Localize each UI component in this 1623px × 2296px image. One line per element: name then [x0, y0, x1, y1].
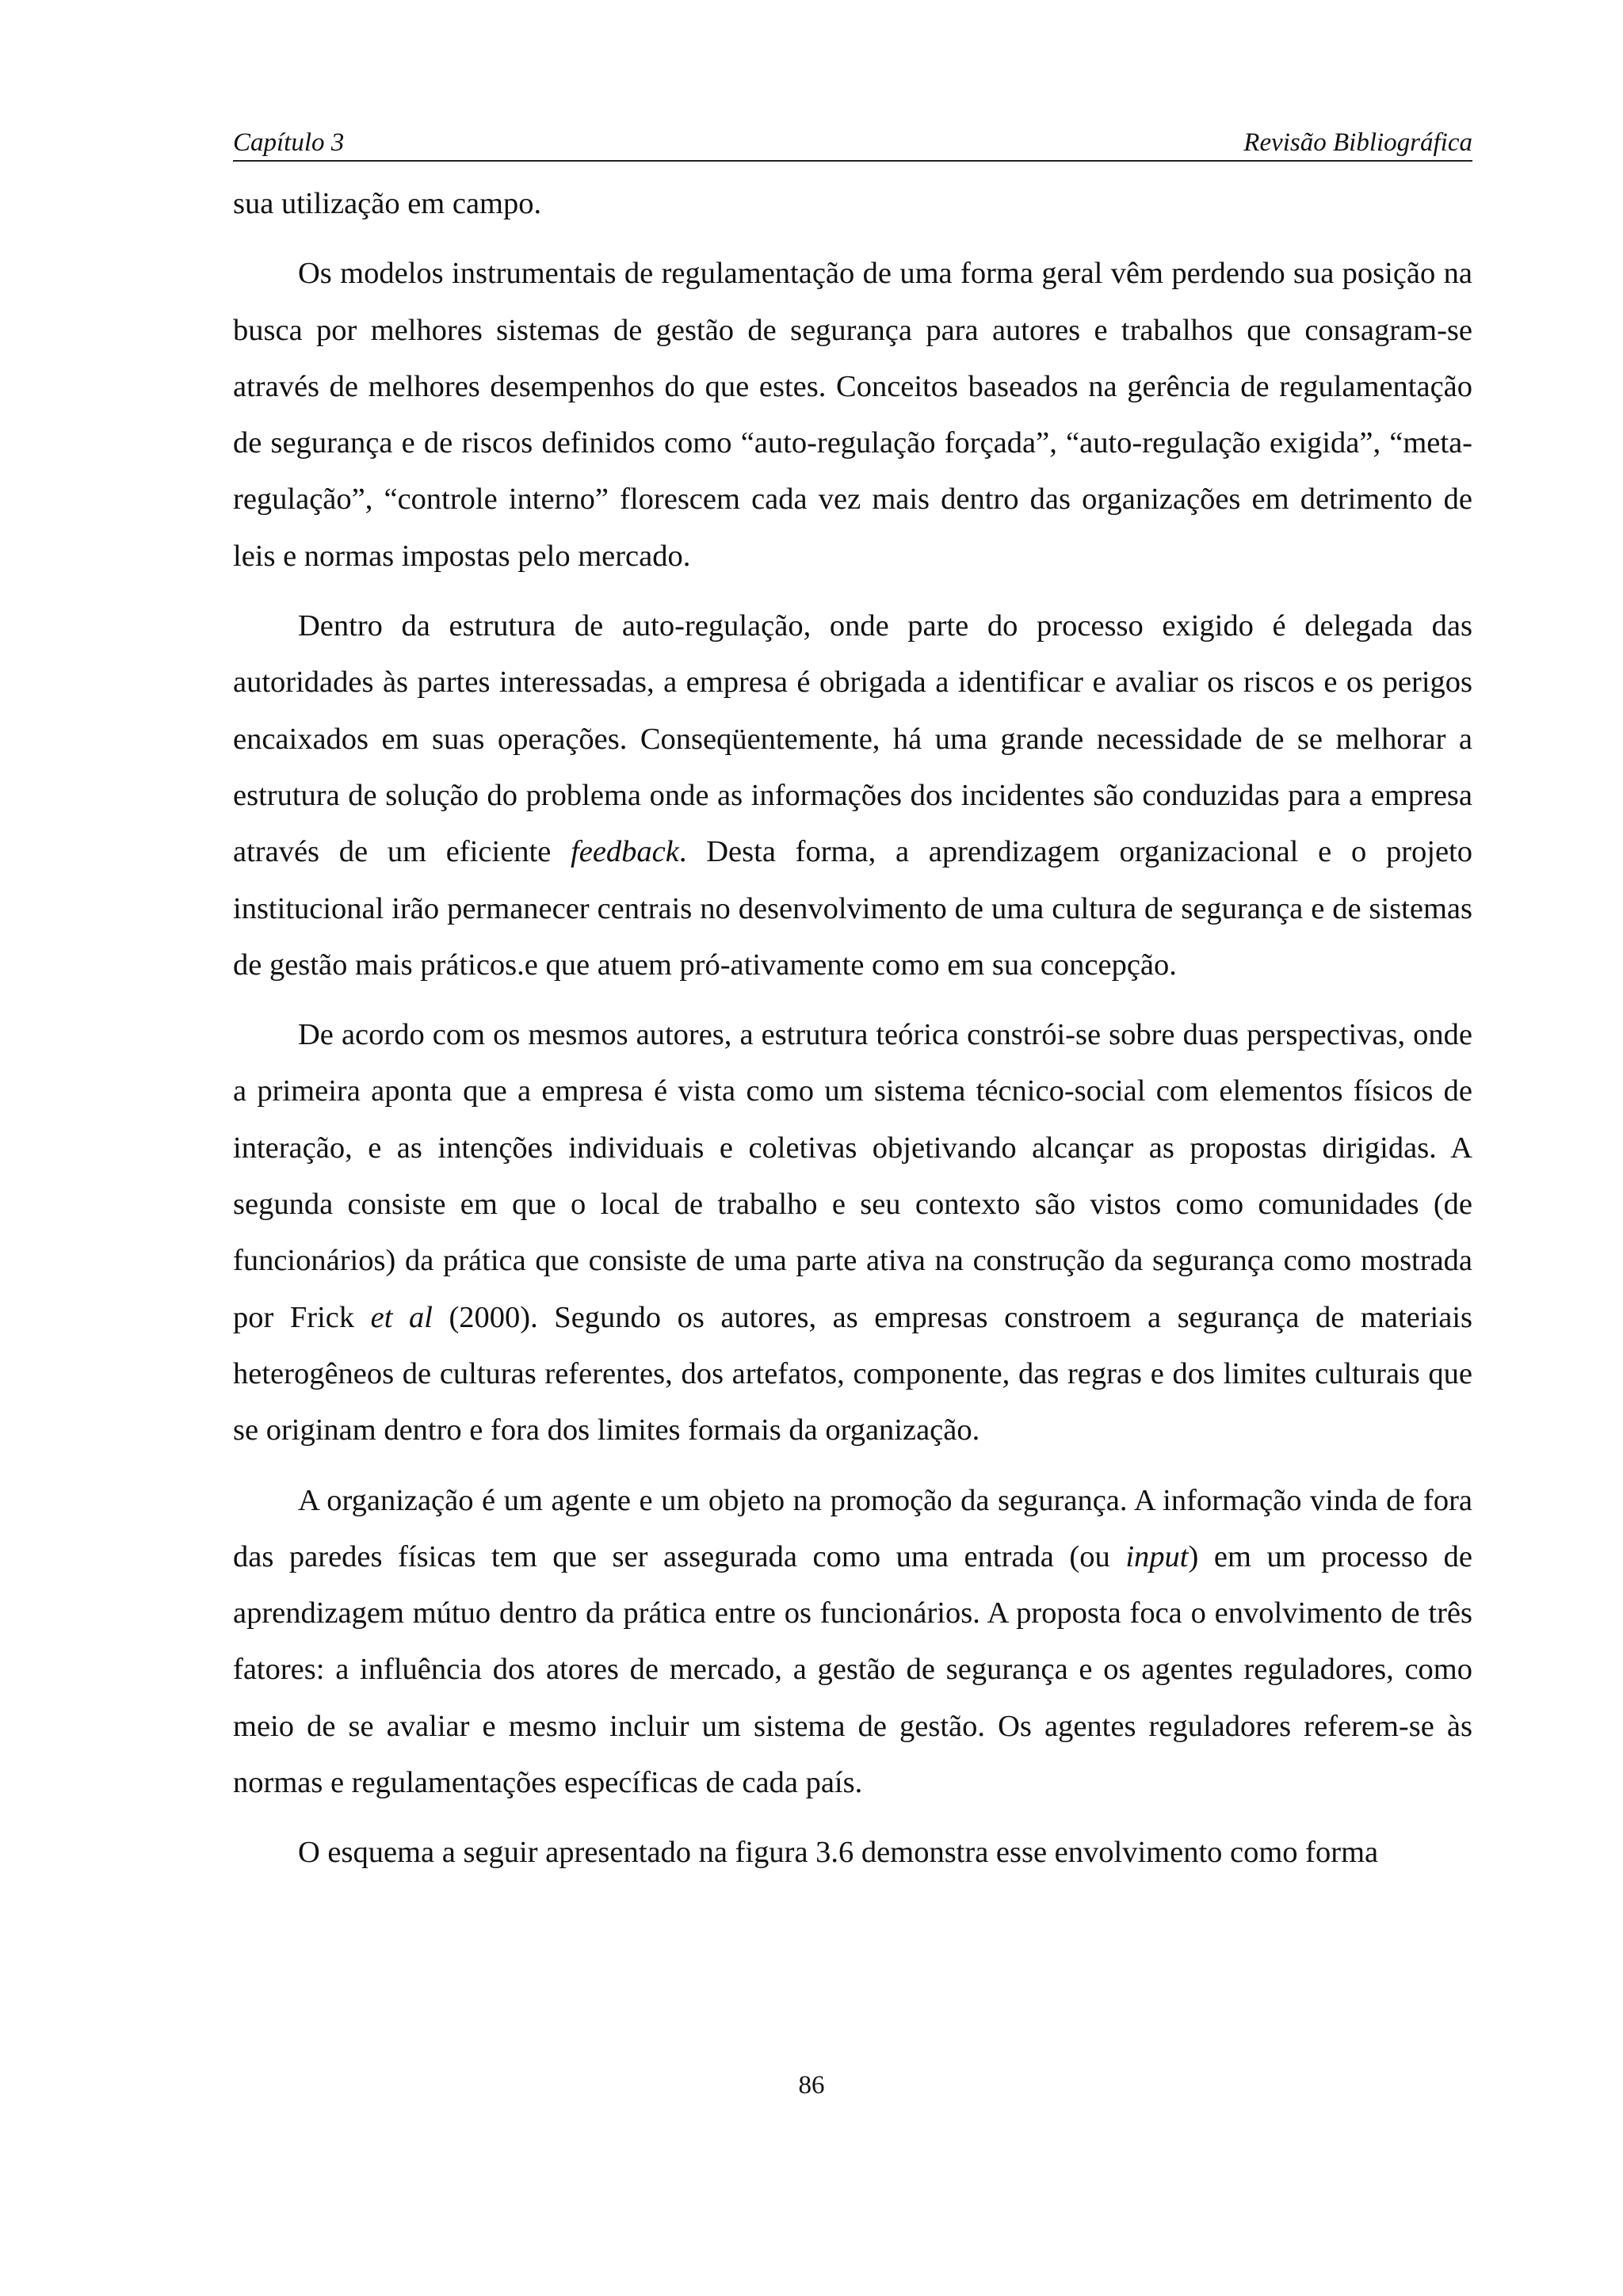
chapter-label: Capítulo 3	[233, 128, 345, 157]
term-feedback: feedback	[571, 835, 679, 869]
body-text	[233, 176, 1472, 1882]
section-label: Revisão Bibliográfica	[1243, 128, 1472, 157]
term-input: input	[1125, 1539, 1189, 1573]
paragraph-3: Dentro da estrutura de auto-regulação, onde parte do processo exigido é delegada das autoridades às partes interessadas, a empresa é obrigada a identificar e avaliar os riscos e os perigos encaixados em suas operações. Conseqüentemente, há uma grande necessidade de se melhorar a estrutura de solução do problema onde as informações dos incidentes são conduzidas para a empresa através de um eficiente feedback. Desta forma, a aprendizagem organizacional e o projeto institucional irão permanecer centrais no desenvolvimento de uma cultura de segurança e de sistemas de gestão mais práticos.e que atuem pró-ativamente como em sua concepção.	[233, 609, 1472, 982]
page-number: 86	[798, 2071, 825, 2100]
document-page	[233, 127, 1472, 1895]
running-header	[233, 127, 1472, 162]
term-et-al: et al	[370, 1300, 433, 1334]
paragraph-4: De acordo com os mesmos autores, a estrutura teórica constrói-se sobre duas perspectivas, onde a primeira aponta que a empresa é vista como um sistema técnico-social com elementos físicos de interação, e as intenções individuais e coletivas objetivando alcançar as propostas dirigidas. A segunda consiste em que o local de trabalho e seu contexto são vistos como comunidades (de funcionários) da prática que consiste de uma parte ativa na construção da segurança como mostrada por Frick et al (2000). Segundo os autores, as empresas constroem a segurança de materiais heterogêneos de culturas referentes, dos artefatos, componente, das regras e dos limites culturais que se originam dentro e fora dos limites formais da organização.	[233, 1018, 1473, 1447]
paragraph-2: Os modelos instrumentais de regulamentação de uma forma geral vêm perdendo sua posição na busca por melhores sistemas de gestão de segurança para autores e trabalhos que consagram-se através de melhores desempenhos do que estes. Conceitos baseados na gerência de regulamentação de segurança e de riscos definidos como “auto-regulação forçada”, “auto-regulação exigida”, “meta-regulação”, “controle interno” florescem cada vez mais dentro das organizações em detrimento de leis e normas impostas pelo mercado.	[233, 257, 1472, 573]
paragraph-5: A organização é um agente e um objeto na promoção da segurança. A informação vinda de fora das paredes físicas tem que ser assegurada como uma entrada (ou input) em um processo de aprendizagem mútuo dentro da prática entre os funcionários. A proposta foca o envolvimento de três fatores: a influência dos atores de mercado, a gestão de segurança e os agentes reguladores, como meio de se avaliar e mesmo incluir um sistema de gestão. Os agentes reguladores referem-se às normas e regulamentações específicas de cada país.	[233, 1483, 1472, 1800]
paragraph-1: sua utilização em campo.	[233, 187, 542, 220]
paragraph-6: O esquema a seguir apresentado na figura 3.6 demonstra esse envolvimento como forma	[298, 1836, 1379, 1870]
